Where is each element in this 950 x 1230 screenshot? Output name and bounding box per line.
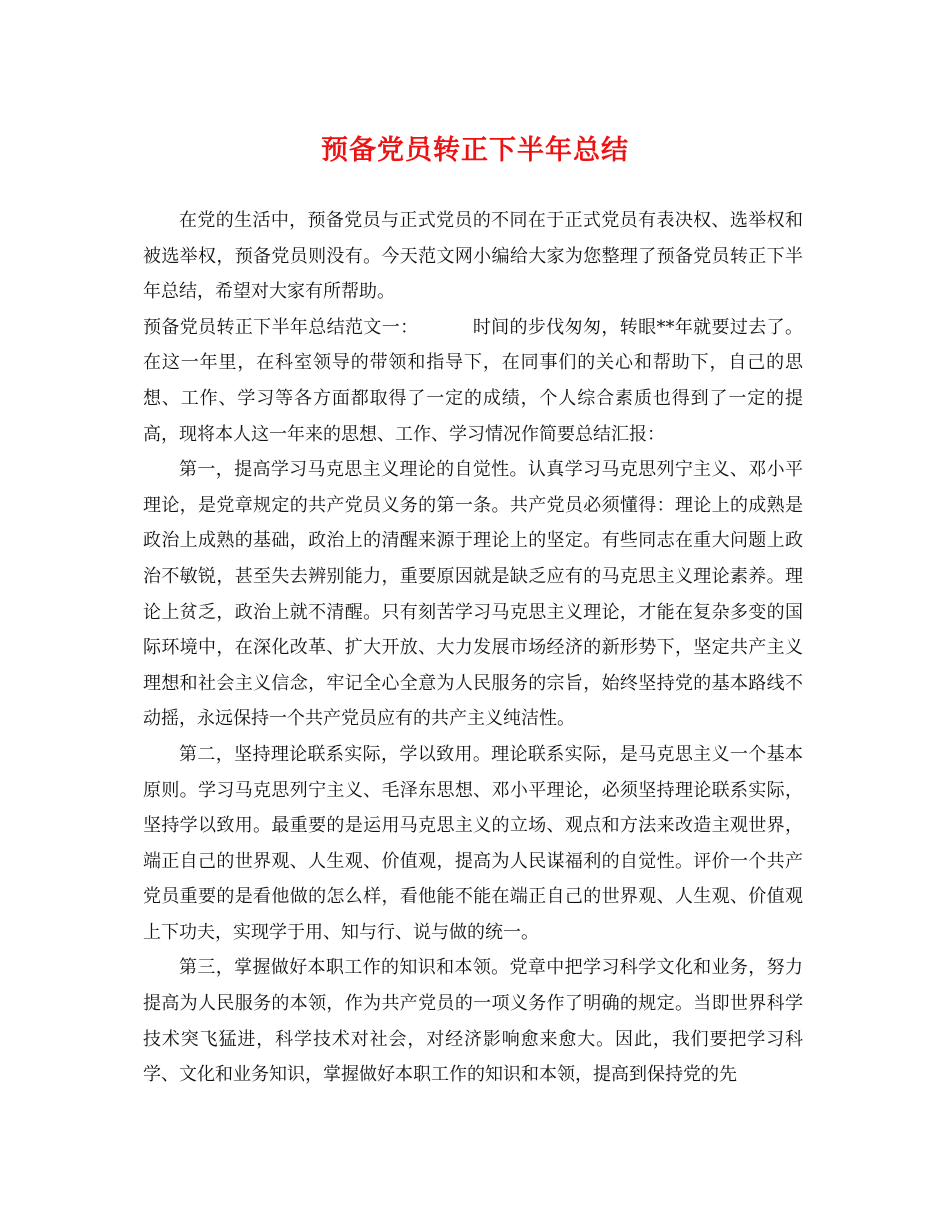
paragraph-third: 第三，掌握做好本职工作的知识和本领。党章中把学习科学文化和业务，努力提高为人民服务的本领，作为共产党员的一项义务作了明确的规定。当即世界科学技术突飞猛进，科学技术对社会，对经济影响愈来愈大。因此，我们要把学习科学、文化和业务知识，掌握做好本职工作的知识和本领，提高到保持党的先 [143, 957, 803, 1086]
paragraph-first: 第一，提高学习马克思主义理论的自觉性。认真学习马克思列宁主义、邓小平理论，是党章规定的共产党员义务的第一条。共产党员必须懂得：理论上的成熟是政治上成熟的基础，政治上的清醒来源于理论上的坚定。有些同志在重大问题上政治不敏锐，甚至失去辨别能力，重要原因就是缺乏应有的马克思主义理论素养。理论上贫乏，政治上就不清醒。只有刻苦学习马克思主义理论，才能在复杂多变的国际环境中，在深化改革、扩大开放、大力发展市场经济的新形势下，坚定共产主义理想和社会主义信念，牢记全心全意为人民服务的宗旨，始终坚持党的基本路线不动摇，永远保持一个共产党员应有的共产主义纯洁性。 [143, 459, 803, 730]
document-title: 预备党员转正下半年总结 [321, 135, 629, 166]
document-body [143, 203, 803, 1093]
paragraph-second: 第二，坚持理论联系实际，学以致用。理论联系实际，是马克思主义一个基本原则。学习马克思列宁主义、毛泽东思想、邓小平理论，必须坚持理论联系实际，坚持学以致用。最重要的是运用马克思主义的立场、观点和方法来改造主观世界，端正自己的世界观、人生观、价值观，提高为人民谋福利的自觉性。评价一个共产党员重要的是看他做的怎么样，看他能不能在端正自己的世界观、人生观、价值观上下功夫，实现学于用、知与行、说与做的统一。 [143, 743, 803, 943]
sample-heading: 预备党员转正下半年总结范文一： [143, 316, 419, 338]
sample-paragraph [143, 310, 803, 452]
sample-opening: 时间的步伐匆匆，转眼**年就要过去了。在这一年里，在科室领导的带领和指导下，在同事们的关心和帮助下，自己的思想、工作、学习等各方面都取得了一定的成绩，个人综合素质也得到了一定的提高，现将本人这一年来的思想、工作、学习情况作简要总结汇报： [143, 316, 803, 445]
intro-paragraph: 在党的生活中，预备党员与正式党员的不同在于正式党员有表决权、选举权和被选举权，预备党员则没有。今天范文网小编给大家为您整理了预备党员转正下半年总结，希望对大家有所帮助。 [143, 210, 803, 303]
